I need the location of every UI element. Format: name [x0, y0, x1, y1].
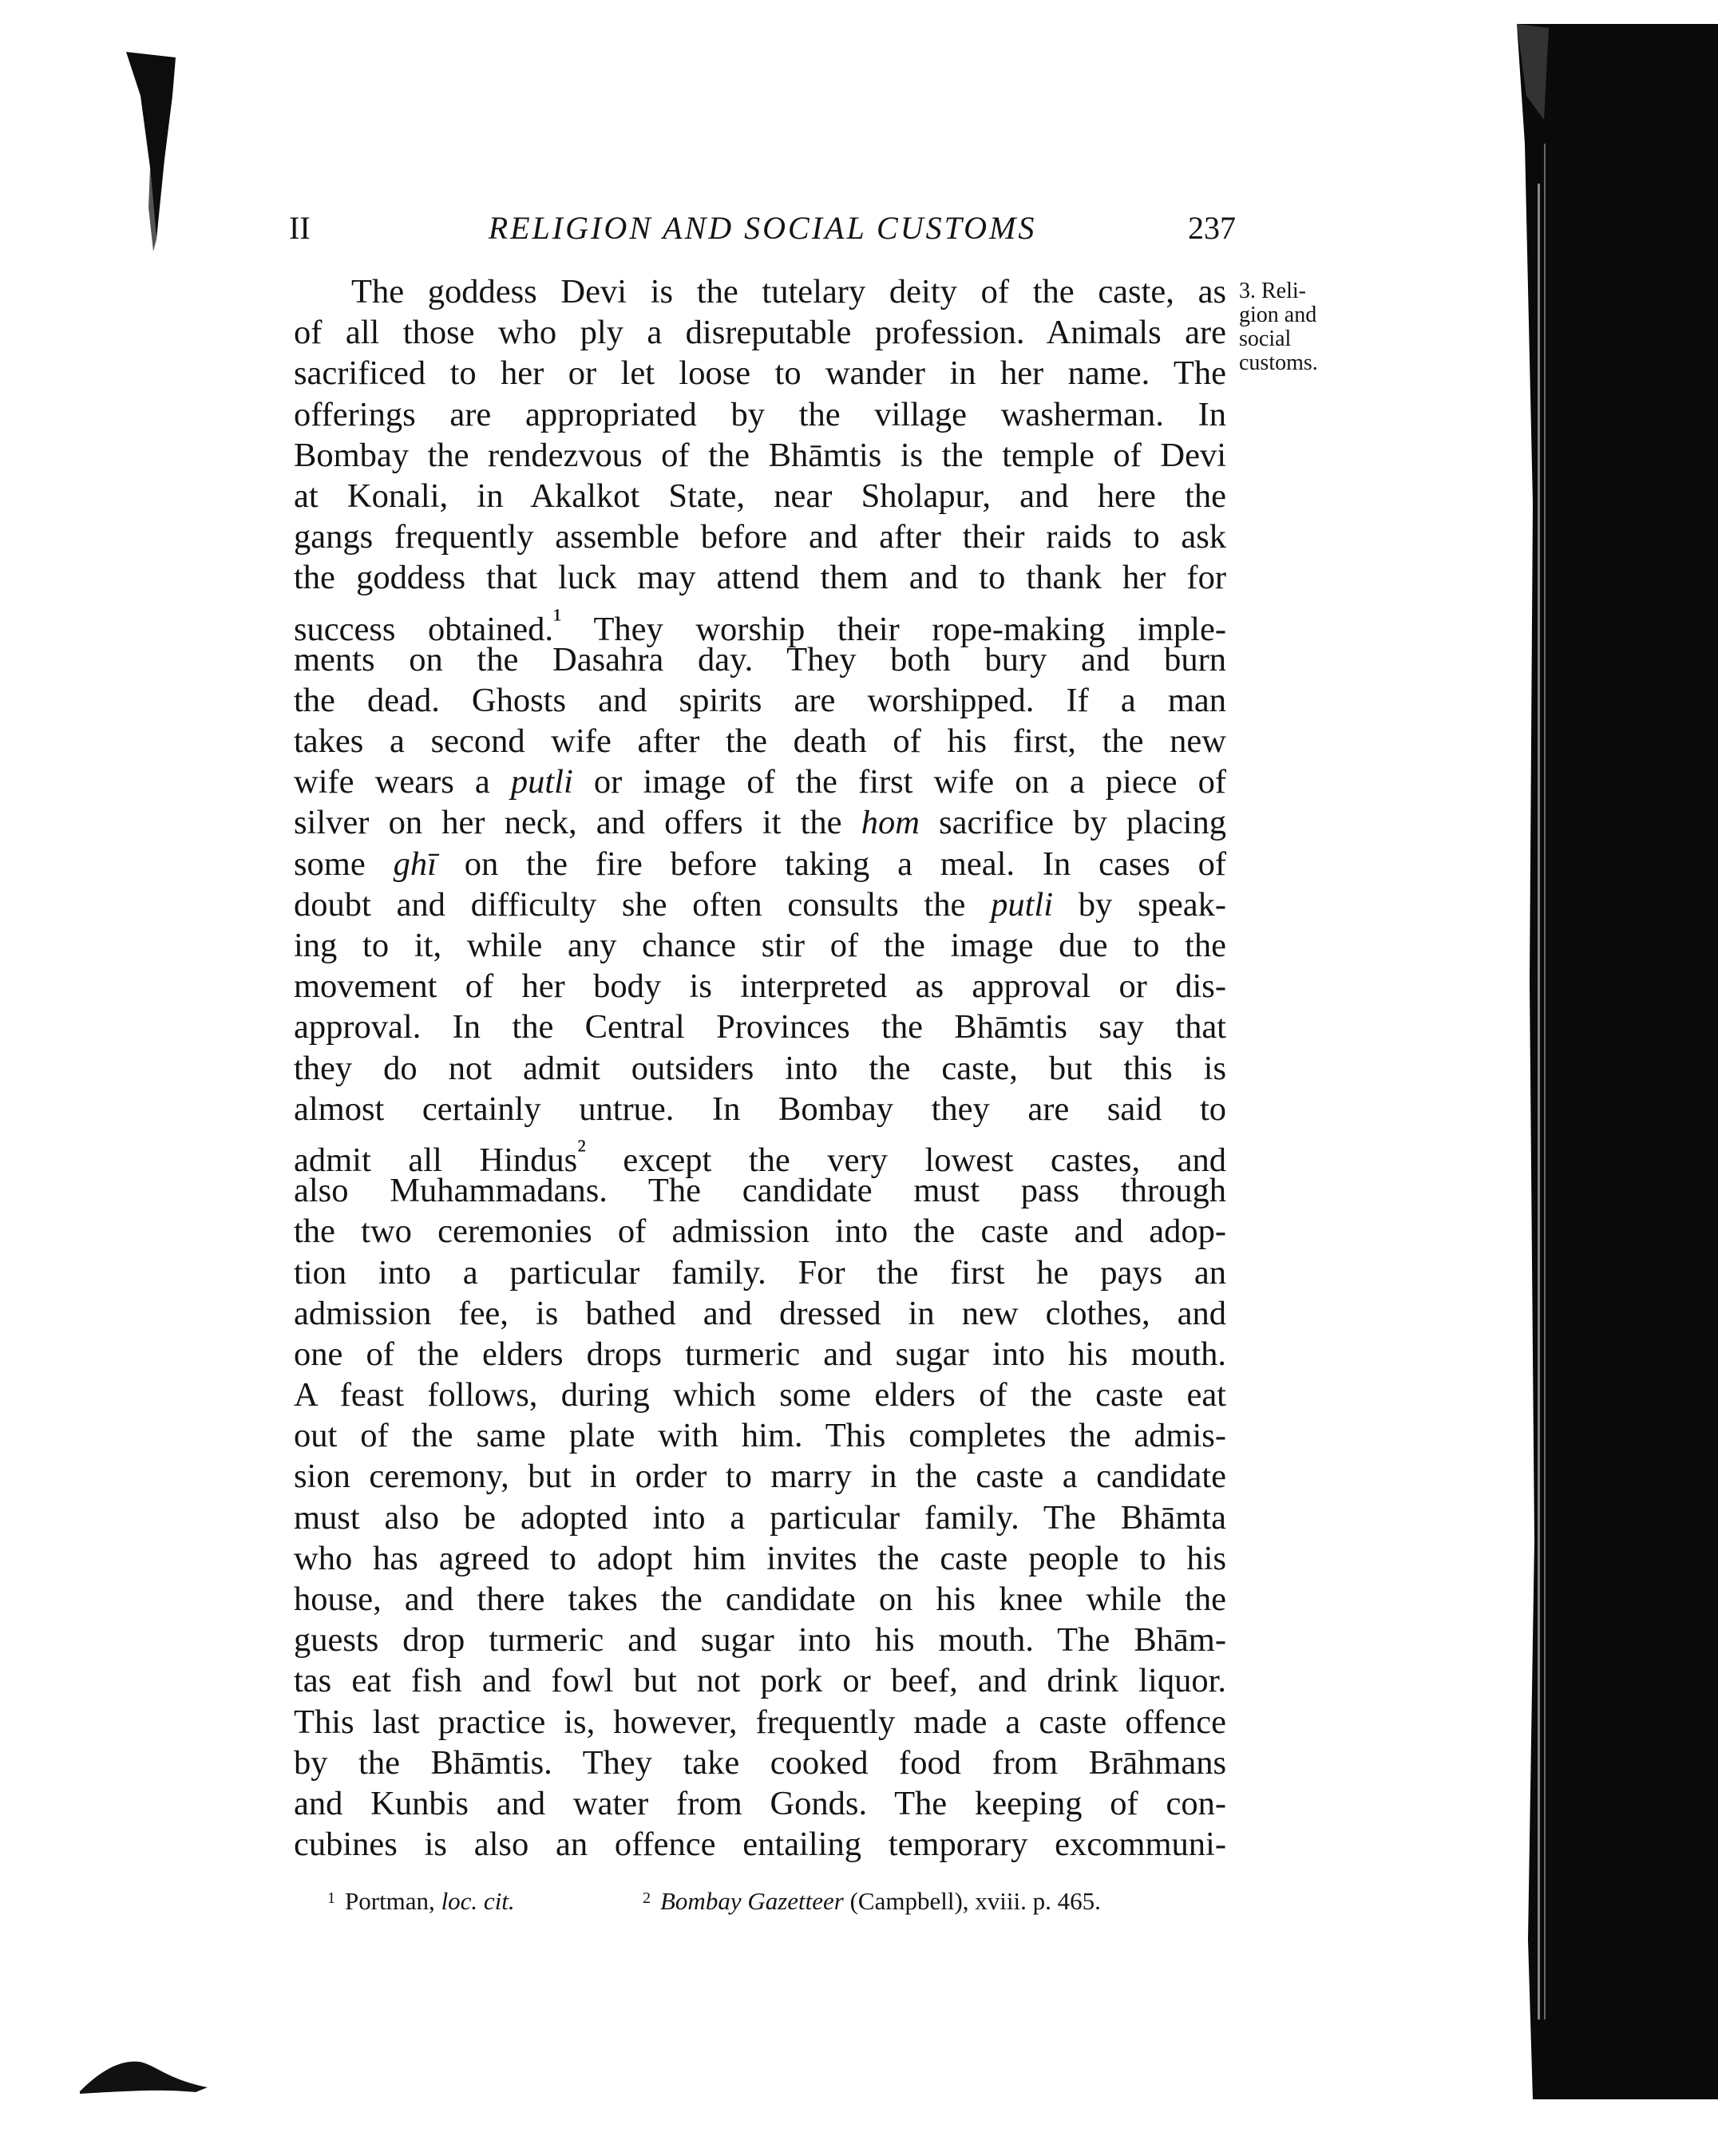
text-line: admission fee, is bathed and dressed in new clothes, and	[294, 1294, 1226, 1332]
footnote-citation: (Campbell), xviii. p. 465.	[843, 1887, 1101, 1915]
text-line: must also be adopted into a particular family. The Bhāmta	[294, 1498, 1226, 1537]
scan-artifact-top-left	[120, 48, 216, 255]
text-line: at Konali, in Akalkot State, near Sholapur, and here the	[294, 477, 1226, 515]
text-line: one of the elders drops turmeric and sugar into his mouth.	[294, 1335, 1226, 1373]
text-line: the dead. Ghosts and spirits are worshipped. If a man	[294, 681, 1226, 719]
footnote-marker: 1	[327, 1889, 335, 1907]
text-line	[294, 844, 1226, 884]
text-line: tas eat fish and fowl but not pork or beef, and drink liquor.	[294, 1662, 1226, 1700]
text-segment: doubt and difficulty she often consults the	[294, 885, 992, 924]
text-line: Bombay the rendezvous of the Bhāmtis is the temple of Devi	[294, 436, 1226, 474]
text-line: guests drop turmeric and sugar into his mouth. The Bhām-	[294, 1621, 1226, 1660]
italic-term: ghī	[393, 845, 437, 883]
text-segment: sacrifice by placing	[919, 804, 1226, 842]
text-line: ing to it, while any chance stir of the image due to the	[294, 927, 1226, 964]
text-segment: except the very lowest castes, and	[585, 1141, 1227, 1180]
text-line: the two ceremonies of admission into the caste and adop-	[294, 1213, 1226, 1251]
text-segment: on the fire before taking a meal. In cases of	[436, 845, 1227, 883]
text-line: offerings are appropriated by the village washerman. In	[294, 395, 1226, 433]
text-line: The goddess Devi is the tutelary deity of the caste, as	[351, 273, 1226, 311]
italic-term: putli	[510, 763, 573, 801]
text-line: who has agreed to adopt him invites the caste people to his	[294, 1539, 1226, 1577]
footnote-reference: loc. cit.	[441, 1887, 515, 1915]
running-title: RELIGION AND SOCIAL CUSTOMS	[488, 210, 1037, 246]
text-line: and Kunbis and water from Gonds. The keeping of con-	[294, 1784, 1226, 1822]
text-line: house, and there takes the candidate on his knee while the	[294, 1580, 1226, 1618]
text-line: they do not admit outsiders into the caste, but this is	[294, 1049, 1226, 1087]
text-segment: wife wears a	[294, 763, 511, 801]
text-line: tion into a particular family. For the first he pays an	[294, 1253, 1226, 1292]
volume-number: II	[289, 210, 311, 246]
page-number: 237	[1188, 210, 1236, 246]
text-segment: by speak-	[1053, 885, 1226, 924]
footnote-2	[643, 1882, 1101, 1917]
text-line: This last practice is, however, frequently made a caste offence	[294, 1703, 1226, 1741]
text-line: sion ceremony, but in order to marry in the caste a candidate	[294, 1458, 1226, 1496]
text-line: by the Bhāmtis. They take cooked food from Brāhmans	[294, 1743, 1226, 1782]
footnote-1	[327, 1882, 515, 1917]
page-header	[289, 209, 1236, 257]
text-line: almost certainly untrue. In Bombay they are said to	[294, 1090, 1226, 1128]
text-segment: admit all Hindus	[294, 1141, 578, 1180]
text-line: gangs frequently assemble before and after their raids to ask	[294, 518, 1226, 556]
footnote-marker: 2	[643, 1889, 651, 1907]
text-segment: some	[294, 845, 394, 883]
text-line: cubines is also an offence entailing temporary excommuni-	[294, 1826, 1226, 1864]
italic-term: hom	[861, 804, 920, 842]
margin-note-line: customs.	[1239, 350, 1318, 375]
text-line: sacrificed to her or let loose to wander in her name. The	[294, 354, 1226, 393]
text-line: movement of her body is interpreted as approval or dis-	[294, 967, 1226, 1006]
body-paragraph	[294, 271, 1226, 1865]
margin-note-line: social	[1239, 326, 1292, 351]
text-line: the goddess that luck may attend them and to thank her for	[294, 559, 1226, 597]
text-line: takes a second wife after the death of his first, the new	[294, 722, 1226, 761]
text-line: approval. In the Central Provinces the Bhāmtis say that	[294, 1008, 1226, 1046]
text-line: out of the same plate with him. This completes the admis-	[294, 1417, 1226, 1455]
italic-term: putli	[991, 885, 1054, 924]
text-segment: success obtained.	[294, 610, 554, 648]
text-line	[294, 884, 1226, 925]
footnotes	[327, 1882, 1237, 1922]
text-segment: silver on her neck, and offers it the	[294, 804, 861, 842]
margin-note-line: 3. Reli-	[1239, 279, 1306, 303]
footnote-ref-2: ²	[577, 1133, 586, 1165]
text-line: also Muhammadans. The candidate must pass through	[294, 1172, 1226, 1210]
text-segment: They worship their rope-making imple-	[561, 610, 1226, 648]
footnote-title: Bombay Gazetteer	[660, 1887, 844, 1915]
scan-artifact-bottom-left	[76, 2055, 212, 2095]
text-line: A feast follows, during which some elders of the caste eat	[294, 1376, 1226, 1414]
text-line: ments on the Dasahra day. They both bury and burn	[294, 640, 1226, 678]
text-segment: or image of the first wife on a piece of	[572, 763, 1226, 801]
footnote-author: Portman,	[345, 1887, 441, 1915]
text-line	[294, 599, 1226, 648]
text-line	[294, 762, 1226, 802]
margin-note-line: gion and	[1239, 303, 1317, 327]
footnote-ref-1: ¹	[553, 602, 562, 635]
text-line	[294, 802, 1226, 843]
text-line: of all those who ply a disreputable profession. Animals are	[294, 314, 1226, 352]
page-edge-shadow	[1517, 24, 1718, 2099]
margin-note	[1239, 279, 1343, 375]
text-line	[294, 1129, 1227, 1180]
